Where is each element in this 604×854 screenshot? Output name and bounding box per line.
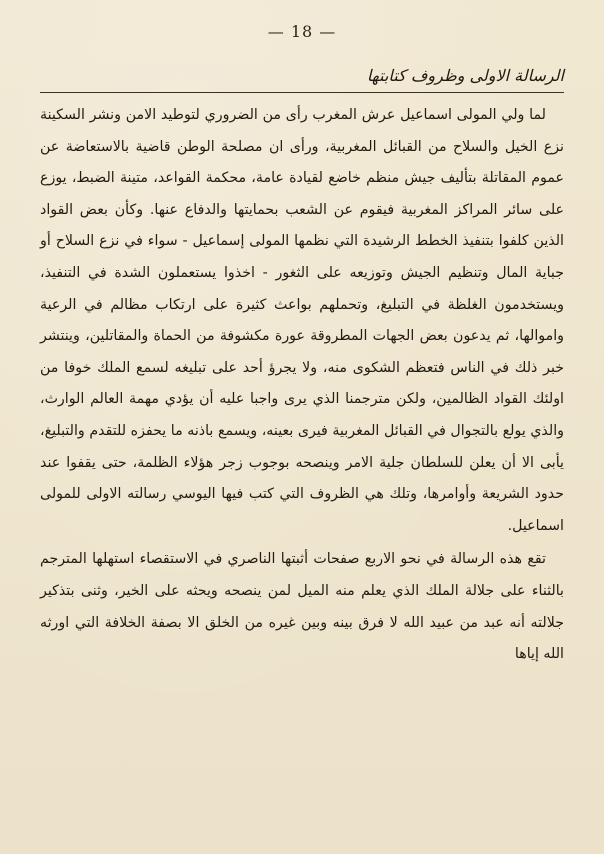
paragraph-1: لما ولي المولى اسماعيل عرش المغرب رأى من الضروري لتوطيد الامن ونشر السكينة نزع الخيل والسلاح من القبائل المغربية، ورأى ان مصلحة الوطن قاضية بالاستعاضة عن عموم المقاتلة بتأليف جيش منظم خاضع لقيادة عامة، محكمة القواعد، متينة الضبط، يوزع على سائر المراكز المغربية فيقوم عن الشعب بحمايتها والدفاع عنها. وكأن بعض القواد الذين كلفوا بتنفيذ الخطط الرشيدة التي نظمها المولى إسماعيل - سواء في نزع السلاح أو جباية المال وتنظيم الجيش وتوزيعه على الثغور - اخذوا يستعملون الشدة في التنفيذ، ويستخدمون الغلظة في التبليغ، وتحملهم بواعث كثيرة على ارتكاب مظالم في الرعية واموالها، ثم يدعون بعض الجهات المطروقة عورة مكشوفة من الحماة والمقاتلين، وينتشر خبر ذلك في الناس فتعظم الشكوى منه، ولا يجرؤ أحد على تبليغه لسمع الملك خوفا من اولئك القواد الظالمين، ولكن مترجمنا الذي يرى واجبا عليه أن يؤدي مهمة العالم الوارث، والذي يولع بالتجوال في القبائل المغربية فيرى بعينه، ويسمع باذنه ما يحفزه للتقدم والتبليغ، يأبى الا أن يعلن للسلطان جلية الامر وينصحه بوجوب زجر هؤلاء الظلمة، حتى يقفوا عند حدود الشريعة وأوامرها، وتلك هي الظروف التي كتب فيها اليوسي رسالته الاولى للمولى اسماعيل. [40,107,564,534]
page-number: — 18 — [267,22,337,41]
body-text [40,100,564,671]
heading-underline [40,92,564,93]
paragraph-2: تقع هذه الرسالة في نحو الاربع صفحات أثبتها الناصري في الاستقصاء استهلها المترجم بالثناء على جلالة الملك الذي يعلم منه الميل لمن ينصحه ويحثه على الخير، وثنى بتذكير جلالته أنه عبد من عبيد الله لا فرق بينه وبين غيره من الخلق الا بصفة الخلافة التي اورثه الله إياها [40,551,564,663]
section-heading: الرسالة الاولى وظروف كتابتها [366,66,564,85]
